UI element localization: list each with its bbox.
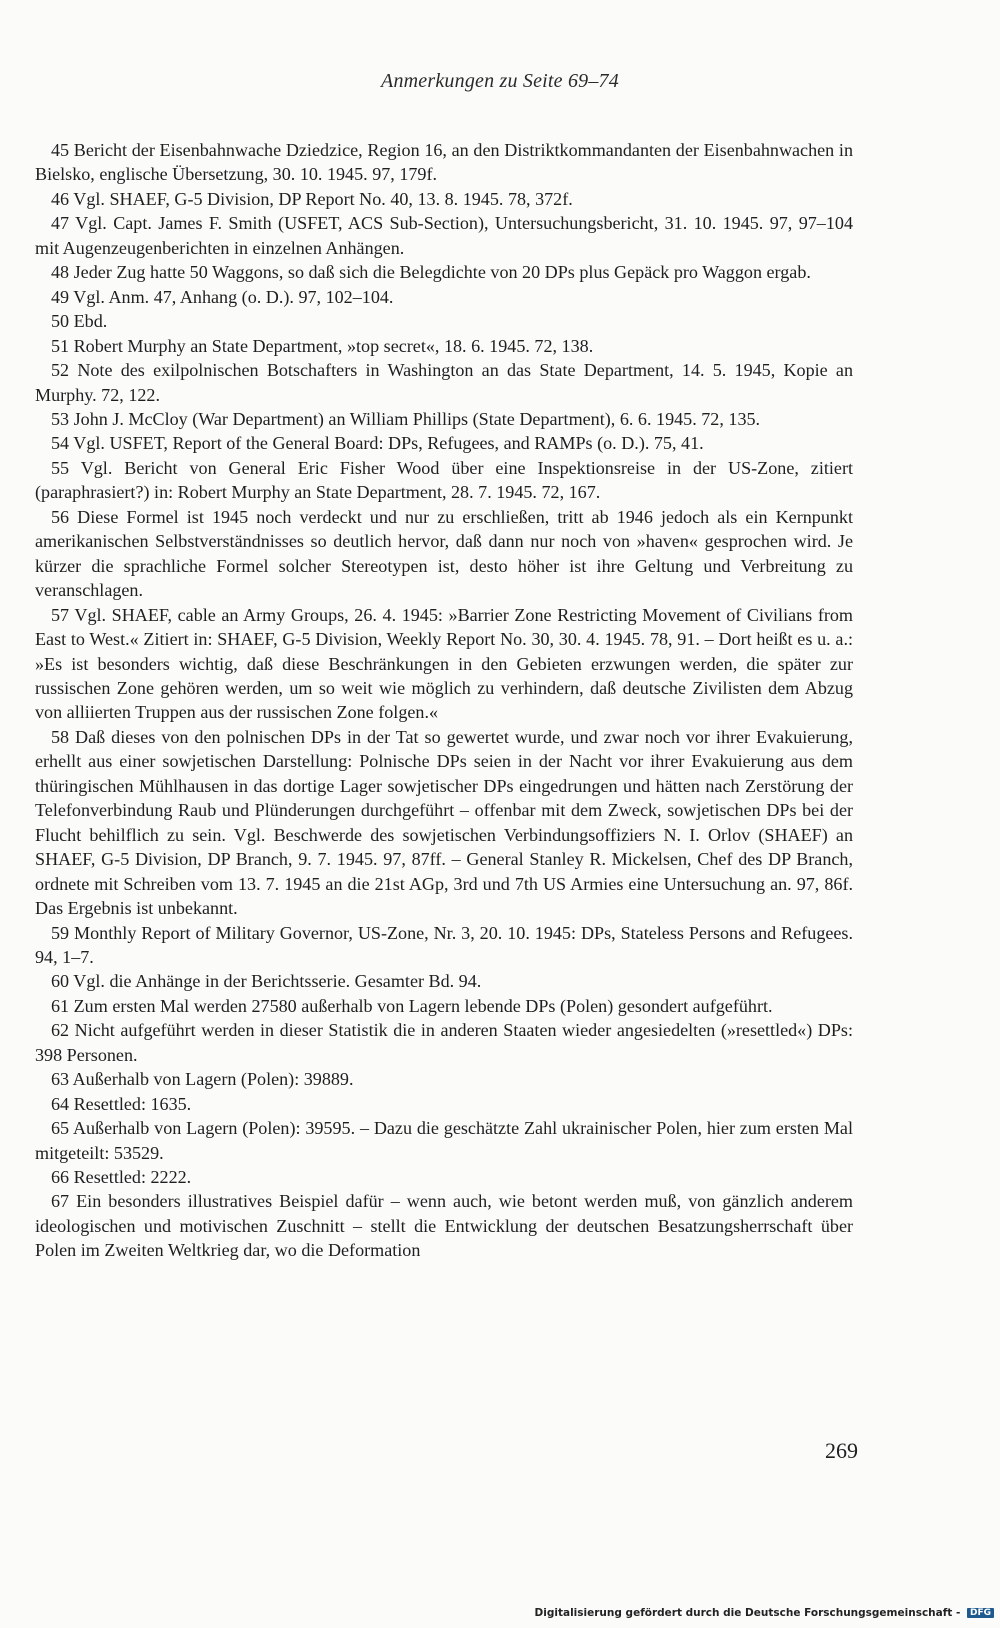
endnote: 59 Monthly Report of Military Governor, US-Zone, Nr. 3, 20. 10. 1945: DPs, Stateless Persons and Refugees. 94, 1–7. (35, 922, 853, 967)
endnotes-list (35, 138, 853, 1263)
endnote: 49 Vgl. Anm. 47, Anhang (o. D.). 97, 102–104. (51, 286, 394, 307)
endnote: 63 Außerhalb von Lagern (Polen): 39889. (51, 1069, 354, 1090)
endnote: 58 Daß dieses von den polnischen DPs in der Tat so gewertet wurde, und zwar noch vor ihrer Evakuierung, erhellt aus einer sowjetischen Darstellung: Polnische DPs seien in der Nacht vor ihrer Evakuierung aus dem thüringischen Mühlhausen in das dortige Lager sowjetischer DPs eingedrungen und hätten nach Zerstörung der Telefonverbindung Raub und Plünderungen durchgeführt – offenbar mit dem Zweck, sowjetischen DPs bei der Flucht behilflich zu sein. Vgl. Beschwerde des sowjetischen Verbindungsoffiziers N. I. Orlov (SHAEF) an SHAEF, G-5 Division, DP Branch, 9. 7. 1945. 97, 87ff. – General Stanley R. Mickelsen, Chef des DP Branch, ordnete mit Schreiben vom 13. 7. 1945 an die 21st AGp, 3rd und 7th US Armies eine Untersuchung an. 97, 86f. Das Ergebnis ist unbekannt. (35, 726, 853, 919)
endnote: 55 Vgl. Bericht von General Eric Fisher Wood über eine Inspektionsreise in der US-Zone, zitiert (paraphrasiert?) in: Robert Murphy an State Department, 28. 7. 1945. 72, 167. (35, 457, 853, 503)
endnote: 54 Vgl. USFET, Report of the General Board: DPs, Refugees, and RAMPs (o. D.). 75, 41. (51, 433, 704, 454)
endnote: 66 Resettled: 2222. (51, 1167, 192, 1188)
endnote: 51 Robert Murphy an State Department, »top secret«, 18. 6. 1945. 72, 138. (51, 335, 594, 356)
running-head: Anmerkungen zu Seite 69–74 (381, 70, 619, 92)
endnote: 64 Resettled: 1635. (51, 1093, 192, 1114)
endnote: 53 John J. McCloy (War Department) an William Phillips (State Department), 6. 6. 1945. 72, 135. (51, 408, 761, 429)
endnote: 56 Diese Formel ist 1945 noch verdeckt und nur zu erschließen, tritt ab 1946 jedoch als ein Kernpunkt amerikanischen Selbstverständnisses so deutlich hervor, daß dann nur noch von »haven« gesprochen wird. Je kürzer die sprachliche Formel solcher Stereotypen ist, desto höher ist ihre Geltung und Verbreitung zu veranschlagen. (35, 506, 853, 601)
credit-text: Digitalisierung gefördert durch die Deutsche Forschungsgemeinschaft - (534, 1607, 961, 1619)
endnote: 46 Vgl. SHAEF, G-5 Division, DP Report No. 40, 13. 8. 1945. 78, 372f. (51, 188, 573, 209)
endnote: 60 Vgl. die Anhänge in der Berichtsserie. Gesamter Bd. 94. (51, 971, 482, 992)
digitization-credit (535, 1607, 994, 1619)
endnote: 52 Note des exilpolnischen Botschafters in Washington an das State Department, 14. 5. 1945, Kopie an Murphy. 72, 122. (35, 360, 853, 405)
endnote: 62 Nicht aufgeführt werden in dieser Statistik die in anderen Staaten wieder angesiedelten (»resettled«) DPs: 398 Personen. (35, 1020, 853, 1065)
endnote: 45 Bericht der Eisenbahnwache Dziedzice, Region 16, an den Distriktkommandanten der Eisenbahnwachen in Bielsko, englische Übersetzung, 30. 10. 1945. 97, 179f. (35, 140, 853, 185)
endnote: 67 Ein besonders illustratives Beispiel dafür – wenn auch, wie betont werden muß, von gänzlich anderem ideologischen und motivischen Zuschnitt – stellt die Entwicklung der deutschen Besatzungsherrschaft über Polen im Zweiten Weltkrieg dar, wo die Deformation (35, 1191, 853, 1261)
endnote: 57 Vgl. SHAEF, cable an Army Groups, 26. 4. 1945: »Barrier Zone Restricting Movement of Civilians from East to West.« Zitiert in: SHAEF, G-5 Division, Weekly Report No. 30, 30. 4. 1945. 78, 91. – Dort heißt es u. a.: »Es ist besonders wichtig, daß diese Beschränkungen in den Gebieten erzwungen werden, die später zur russischen Zone gehören werden, um so weit wie möglich zu verhindern, daß deutsche Zivilisten dem Abzug von alliierten Truppen aus der russischen Zone folgen.« (35, 604, 853, 723)
endnote: 61 Zum ersten Mal werden 27580 außerhalb von Lagern lebende DPs (Polen) gesondert aufgeführt. (51, 995, 773, 1016)
dfg-logo-icon: DFG (967, 1608, 994, 1618)
page-number: 269 (825, 1438, 858, 1463)
endnote: 65 Außerhalb von Lagern (Polen): 39595. – Dazu die geschätzte Zahl ukrainischer Polen, hier zum ersten Mal mitgeteilt: 53529. (35, 1118, 853, 1163)
endnote: 50 Ebd. (51, 311, 108, 332)
endnote: 48 Jeder Zug hatte 50 Waggons, so daß sich die Belegdichte von 20 DPs plus Gepäck pro Waggon ergab. (51, 262, 811, 283)
endnote: 47 Vgl. Capt. James F. Smith (USFET, ACS Sub-Section), Untersuchungsbericht, 31. 10. 1945. 97, 97–104 mit Augenzeugenberichten in einzelnen Anhängen. (35, 213, 853, 258)
